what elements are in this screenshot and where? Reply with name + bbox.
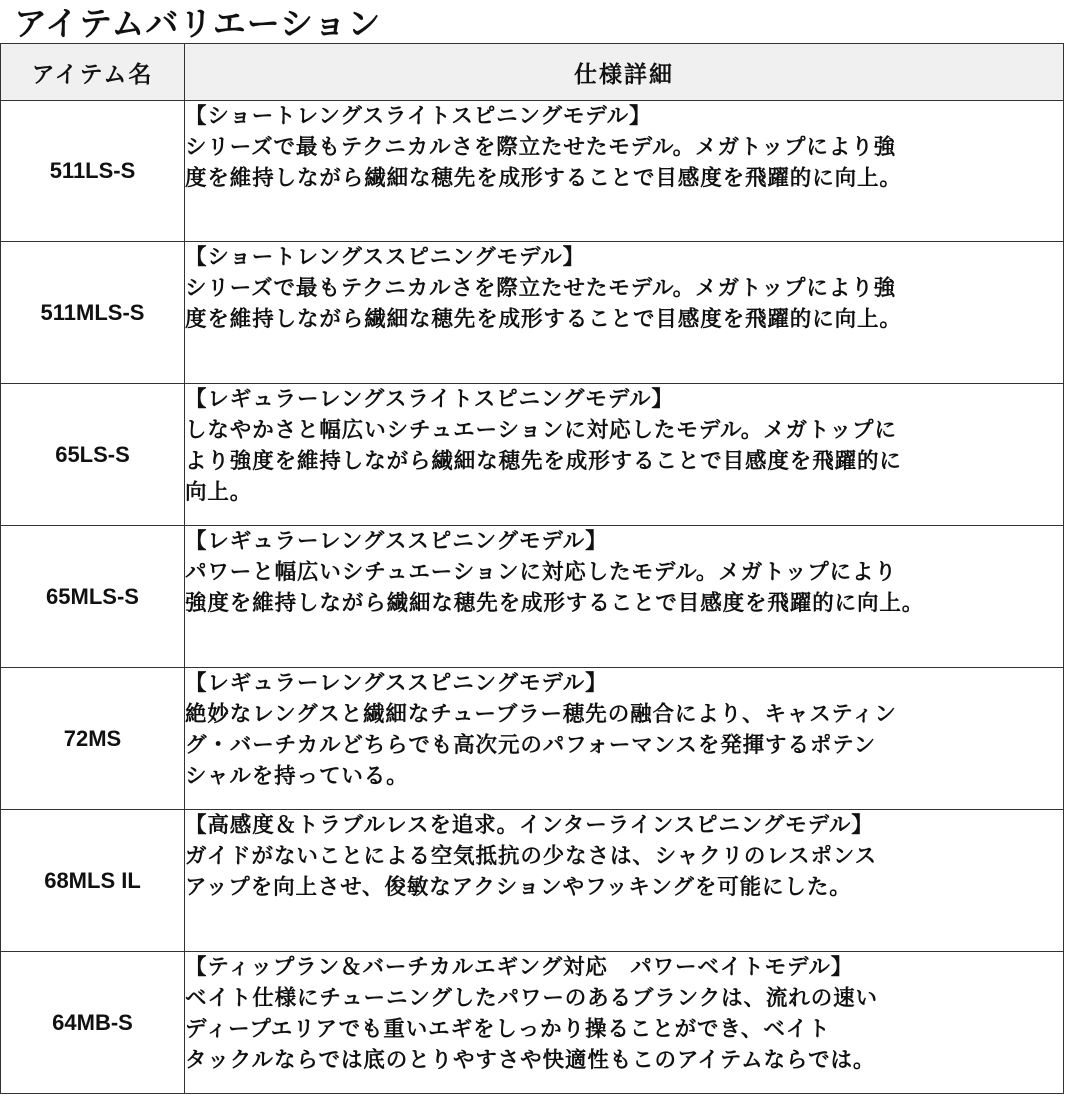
model-type-heading: 【ティップラン＆バーチカルエギング対応 パワーベイトモデル】 [185, 955, 854, 980]
table-row [1, 952, 1064, 1094]
model-type-heading: 【レギュラーレングスライトスピニングモデル】 [185, 387, 674, 412]
model-type-heading: 【ショートレングスライトスピニングモデル】 [185, 104, 652, 129]
table-row [1, 526, 1064, 668]
spec-detail-line: アップを向上させ、俊敏なアクションやフッキングを可能にした。 [185, 875, 852, 900]
spec-detail-line: パワーと幅広いシチュエーションに対応したモデル。メガトップにより [185, 560, 897, 585]
model-type-heading: 【レギュラーレングススピニングモデル】 [185, 671, 608, 696]
spec-detail-line: しなやかさと幅広いシチュエーションに対応したモデル。メガトップに [185, 418, 897, 443]
spec-detail-line: より強度を維持しながら繊細な穂先を成形することで目感度を飛躍的に [185, 449, 902, 474]
table-row [1, 668, 1064, 810]
spec-detail-line: タックルならでは底のとりやすさや快適性もこのアイテムならでは。 [185, 1048, 876, 1073]
model-type-heading: 【レギュラーレングススピニングモデル】 [185, 529, 608, 554]
spec-detail-line: 強度を維持しながら繊細な穂先を成形することで目感度を飛躍的に向上。 [185, 591, 925, 616]
table-row [1, 810, 1064, 952]
item-name-cell: 65LS-S [1, 384, 185, 526]
spec-detail-line: シャルを持っている。 [185, 764, 409, 789]
spec-detail-line: グ・バーチカルどちらでも高次元のパフォーマンスを発揮するポテン [185, 733, 876, 758]
model-type-heading: 【高感度＆トラブルレスを追求。インターラインスピニングモデル】 [185, 813, 874, 838]
spec-detail-line: シリーズで最もテクニカルさを際立たせたモデル。メガトップにより強 [185, 276, 896, 301]
spec-detail-line: シリーズで最もテクニカルさを際立たせたモデル。メガトップにより強 [185, 135, 896, 160]
spec-detail-line: ガイドがないことによる空気抵抗の少なさは、シャクリのレスポンス [185, 844, 878, 869]
header-spec-detail: 仕様詳細 [185, 44, 1064, 101]
spec-detail-line: 向上。 [185, 480, 253, 505]
spec-detail-line: 度を維持しながら繊細な穂先を成形することで目感度を飛躍的に向上。 [185, 166, 902, 191]
spec-detail-cell [185, 952, 1064, 1094]
table-row [1, 242, 1064, 384]
spec-detail-cell [185, 101, 1064, 242]
spec-detail-line: 度を維持しながら繊細な穂先を成形することで目感度を飛躍的に向上。 [185, 307, 902, 332]
table-body [1, 101, 1064, 1094]
table-header-row [1, 44, 1064, 101]
model-type-heading: 【ショートレングススピニングモデル】 [185, 245, 586, 270]
item-name-cell: 68MLS IL [1, 810, 185, 952]
item-name-cell: 72MS [1, 668, 185, 810]
spec-detail-cell [185, 668, 1064, 810]
table-row [1, 384, 1064, 526]
spec-detail-line: ディープエリアでも重いエギをしっかり操ることができ、ベイト [185, 1017, 831, 1042]
item-name-cell: 511LS-S [1, 101, 185, 242]
spec-detail-cell [185, 526, 1064, 668]
header-item-name: アイテム名 [1, 44, 185, 101]
table-row [1, 101, 1064, 242]
item-name-cell: 65MLS-S [1, 526, 185, 668]
item-variation-table [0, 43, 1064, 1094]
spec-detail-line: ベイト仕様にチューニングしたパワーのあるブランクは、流れの速い [185, 986, 878, 1011]
item-name-cell: 64MB-S [1, 952, 185, 1094]
spec-detail-line: 絶妙なレングスと繊細なチューブラー穂先の融合により、キャスティン [185, 702, 897, 727]
spec-detail-cell [185, 384, 1064, 526]
spec-detail-cell [185, 810, 1064, 952]
item-name-cell: 511MLS-S [1, 242, 185, 384]
page-title: アイテムバリエーション [14, 4, 382, 43]
spec-detail-cell [185, 242, 1064, 384]
